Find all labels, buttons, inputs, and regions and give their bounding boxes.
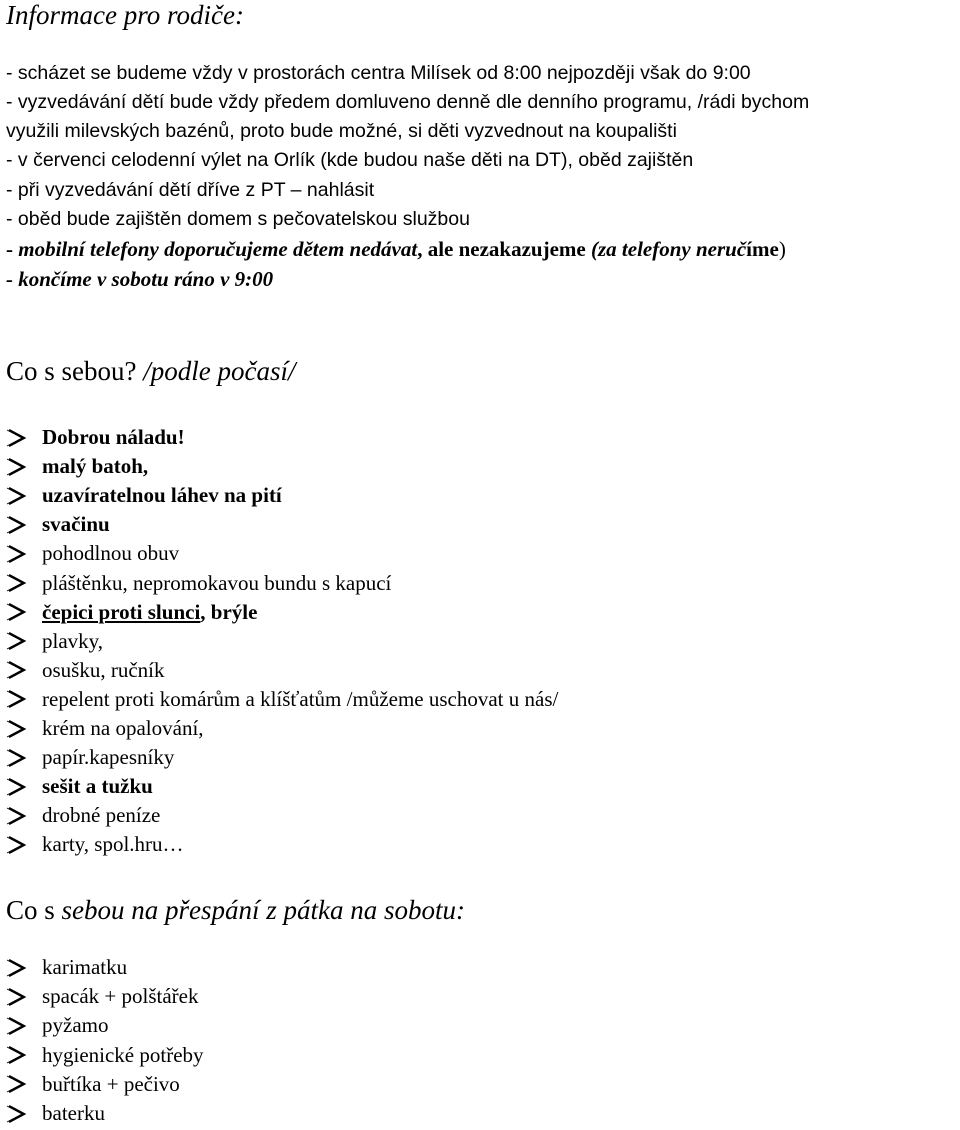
list-item (6, 953, 127, 982)
info-line-early-pickup: - při vyzvedávání dětí dříve z PT – nahlásit (6, 179, 375, 201)
list-item-text: osušku, ručník (42, 657, 165, 682)
list-item-text: sešit a tužku (42, 774, 153, 799)
list-item-text (42, 598, 257, 627)
list-item-text: spacák + polštářek (42, 984, 199, 1009)
list-item (6, 598, 257, 627)
list-item-text: uzavíratelnou láhev na pití (42, 483, 282, 508)
arrow-bullet-icon (6, 1103, 28, 1125)
underlined-text: čepici proti slunci (42, 599, 201, 624)
arrow-bullet-icon (6, 805, 28, 827)
arrow-bullet-icon (6, 456, 28, 478)
list-item-text: pohodlnou obuv (42, 541, 180, 566)
section-heading-overnight (6, 893, 465, 927)
list-item (6, 801, 160, 830)
list-item-text: svačinu (42, 512, 110, 537)
arrow-bullet-icon (6, 543, 28, 565)
list-item (6, 982, 198, 1011)
list-item (6, 1099, 105, 1128)
phones-italic-2: (za telefony neruč (591, 237, 747, 261)
arrow-bullet-icon (6, 957, 28, 979)
arrow-bullet-icon (6, 776, 28, 798)
list-item-text: papír.kapesníky (42, 745, 175, 770)
list-item (6, 1041, 204, 1070)
list-item-text: pyžamo (42, 1013, 109, 1038)
arrow-bullet-icon (6, 688, 28, 710)
arrow-bullet-icon (6, 601, 28, 623)
heading2-italic: sebou na přespání z pátka na sobotu: (61, 895, 466, 925)
list-item (6, 656, 165, 685)
phones-bold-2: íme (746, 237, 779, 261)
info-line-pool: využili milevských bazénů, proto bude možné, si děti vyzvednout na koupališti (6, 120, 677, 142)
info-line-arrival: - scházet se budeme vždy v prostorách centra Milísek od 8:00 nejpozději však do 9:00 (6, 62, 751, 84)
list-item (6, 481, 282, 510)
info-line-end (6, 266, 273, 293)
arrow-bullet-icon (6, 485, 28, 507)
list-item-rest: , brýle (200, 599, 258, 624)
arrow-bullet-icon (6, 1044, 28, 1066)
info-line-trip: - v červenci celodenní výlet na Orlík (kde budou naše děti na DT), oběd zajištěn (6, 149, 694, 171)
phones-suffix: ) (778, 237, 786, 261)
list-item (6, 569, 391, 598)
arrow-bullet-icon (6, 630, 28, 652)
arrow-bullet-icon (6, 1073, 28, 1095)
arrow-bullet-icon (6, 427, 28, 449)
arrow-bullet-icon (6, 747, 28, 769)
info-line-pickup: - vyzvedávání dětí bude vždy předem domluveno denně dle denního programu, /rádi bychom (6, 91, 810, 113)
heading-plain: Co s sebou? (6, 356, 144, 386)
list-item-text: hygienické potřeby (42, 1042, 204, 1067)
list-item (6, 830, 184, 859)
list-item-text: repelent proti komárům a klíšťatům /můžeme uschovat u nás/ (42, 686, 559, 711)
info-line-phones (6, 236, 786, 263)
list-item-text: karimatku (42, 955, 128, 979)
list-item-text: Dobrou náladu! (42, 425, 185, 449)
list-item (6, 1011, 108, 1040)
heading-italic: /podle počasí/ (143, 356, 296, 386)
list-item-text: plavky, (42, 628, 104, 653)
heading2-plain: Co s (6, 895, 62, 925)
phones-italic-1: mobilní telefony doporučujeme dětem nedávat (18, 237, 418, 261)
section-heading-what-to-bring (6, 354, 295, 388)
list-item (6, 772, 153, 801)
arrow-bullet-icon (6, 986, 28, 1008)
end-text: - končíme v sobotu ráno v 9:00 (6, 267, 274, 291)
list-item (6, 539, 179, 568)
phones-prefix: - (6, 237, 19, 261)
list-item (6, 510, 110, 539)
list-item-text: drobné peníze (42, 803, 161, 828)
arrow-bullet-icon (6, 572, 28, 594)
phones-bold: , ale nezakazujeme (417, 237, 591, 261)
list-item-text: malý batoh, (42, 454, 149, 479)
list-item (6, 1070, 180, 1099)
arrow-bullet-icon (6, 718, 28, 740)
info-line-lunch: - oběd bude zajištěn domem s pečovatelskou službou (6, 208, 470, 230)
list-item (6, 714, 204, 743)
list-item (6, 423, 185, 452)
list-item-text: buřtíka + pečivo (42, 1071, 180, 1096)
list-item (6, 627, 103, 656)
list-item-text: baterku (42, 1101, 105, 1125)
list-item-text: krém na opalování, (42, 716, 204, 740)
list-item-text: karty, spol.hru… (42, 832, 184, 857)
list-item (6, 743, 174, 772)
list-item (6, 452, 148, 481)
arrow-bullet-icon (6, 659, 28, 681)
list-item (6, 685, 558, 714)
arrow-bullet-icon (6, 1015, 28, 1037)
page-title: Informace pro rodiče: (6, 0, 244, 30)
arrow-bullet-icon (6, 834, 28, 856)
arrow-bullet-icon (6, 514, 28, 536)
list-item-text: pláštěnku, nepromokavou bundu s kapucí (42, 570, 392, 595)
